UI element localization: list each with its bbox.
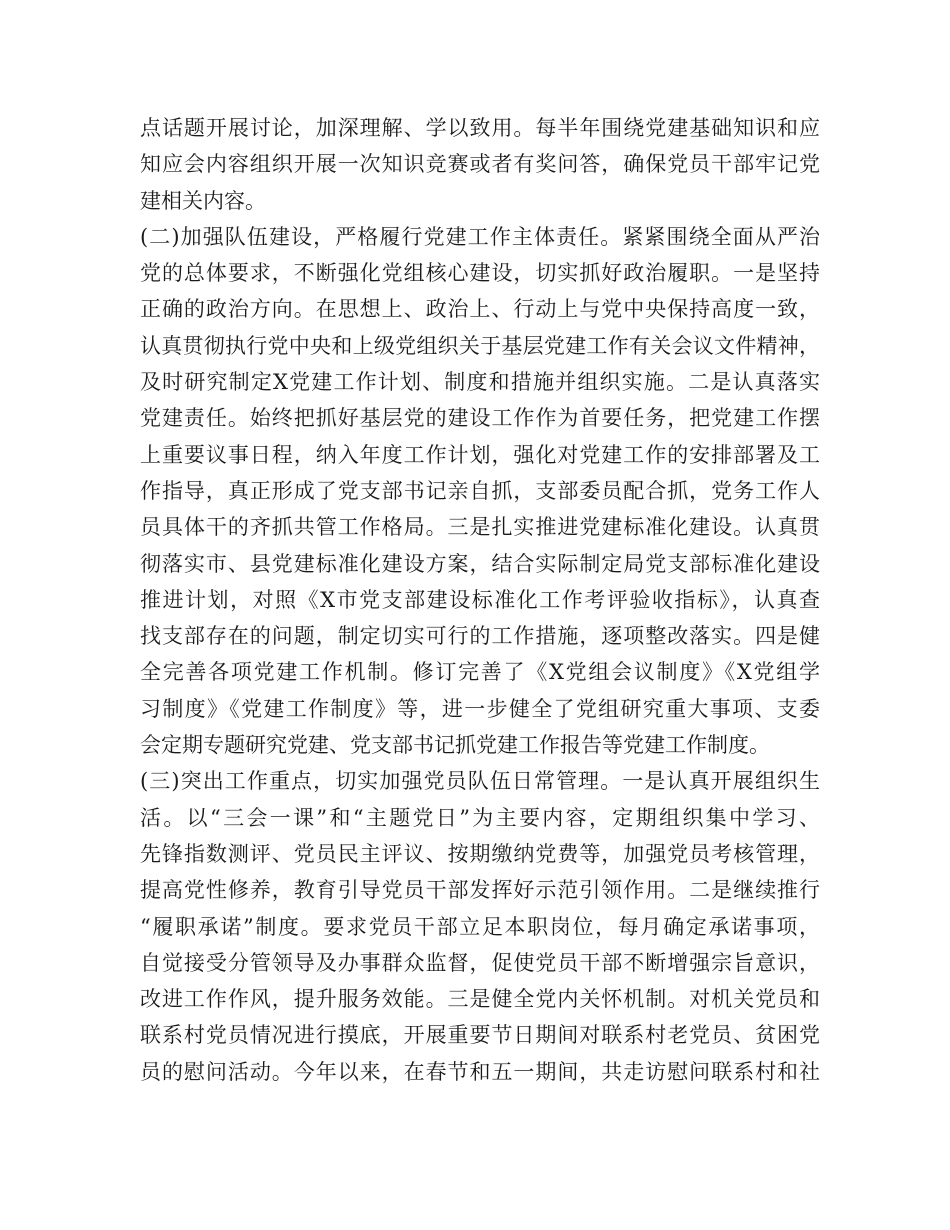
text-line: 知应会内容组织开展一次知识竞赛或者有奖问答，确保党员干部牢记党 xyxy=(140,152,820,177)
text-line: 提高党性修养，教育引导党员干部发挥好示范引领作用。二是继续推行 xyxy=(140,878,820,903)
text-line: 党的总体要求，不断强化党组核心建设，切实抓好政治履职。一是坚持 xyxy=(140,261,820,286)
text-line: 建相关内容。 xyxy=(140,188,266,213)
text-line: 作指导，真正形成了党支部书记亲自抓，支部委员配合抓，党务工作人 xyxy=(140,478,820,503)
text-line: 认真贯彻执行党中央和上级党组织关于基层党建工作有关会议文件精神， xyxy=(140,333,820,358)
text-line: 正确的政治方向。在思想上、政治上、行动上与党中央保持高度一致， xyxy=(140,297,820,322)
text-line: 推进计划，对照《X市党支部建设标准化工作考评验收指标》，认真查 xyxy=(140,587,820,612)
body-text xyxy=(140,110,820,1090)
text-line: 党建责任。始终把抓好基层党的建设工作作为首要任务，把党建工作摆 xyxy=(140,406,820,431)
text-line: 会定期专题研究党建、党支部书记抓党建工作报告等党建工作制度。 xyxy=(140,733,770,758)
text-line: 改进工作作风，提升服务效能。三是健全党内关怀机制。对机关党员和 xyxy=(140,987,820,1012)
text-line: 上重要议事日程，纳入年度工作计划，强化对党建工作的安排部署及工 xyxy=(140,442,820,467)
section-heading-line: (三)突出工作重点，切实加强党员队伍日常管理。一是认真开展组织生 xyxy=(140,769,820,794)
text-line: 员具体干的齐抓共管工作格局。三是扎实推进党建标准化建设。认真贯 xyxy=(140,515,820,540)
text-line: 全完善各项党建工作机制。修订完善了《X党组会议制度》《X党组学 xyxy=(140,660,820,685)
text-line: 习制度》《党建工作制度》等，进一步健全了党组研究重大事项、支委 xyxy=(140,696,820,721)
text-line: 找支部存在的问题，制定切实可行的工作措施，逐项整改落实。四是健 xyxy=(140,624,820,649)
section-heading-line: (二)加强队伍建设，严格履行党建工作主体责任。紧紧围绕全面从严治 xyxy=(140,224,820,249)
text-line: 点话题开展讨论，加深理解、学以致用。每半年围绕党建基础知识和应 xyxy=(140,116,820,140)
text-line: 及时研究制定X党建工作计划、制度和措施并组织实施。二是认真落实 xyxy=(140,370,820,395)
text-line: 自觉接受分管领导及办事群众监督，促使党员干部不断增强宗旨意识， xyxy=(140,950,820,975)
text-line: 先锋指数测评、党员民主评议、按期缴纳党费等，加强党员考核管理， xyxy=(140,841,820,866)
text-line: 彻落实市、县党建标准化建设方案，结合实际制定局党支部标准化建设 xyxy=(140,551,820,576)
text-line: “履职承诺”制度。要求党员干部立足本职岗位，每月确定承诺事项， xyxy=(140,914,820,939)
text-line: 联系村党员情况进行摸底，开展重要节日期间对联系村老党员、贫困党 xyxy=(140,1023,820,1048)
text-line: 员的慰问活动。今年以来，在春节和五一期间，共走访慰问联系村和社 xyxy=(140,1059,820,1084)
text-line: 活。以“三会一课”和“主题党日”为主要内容，定期组织集中学习、 xyxy=(140,805,820,830)
